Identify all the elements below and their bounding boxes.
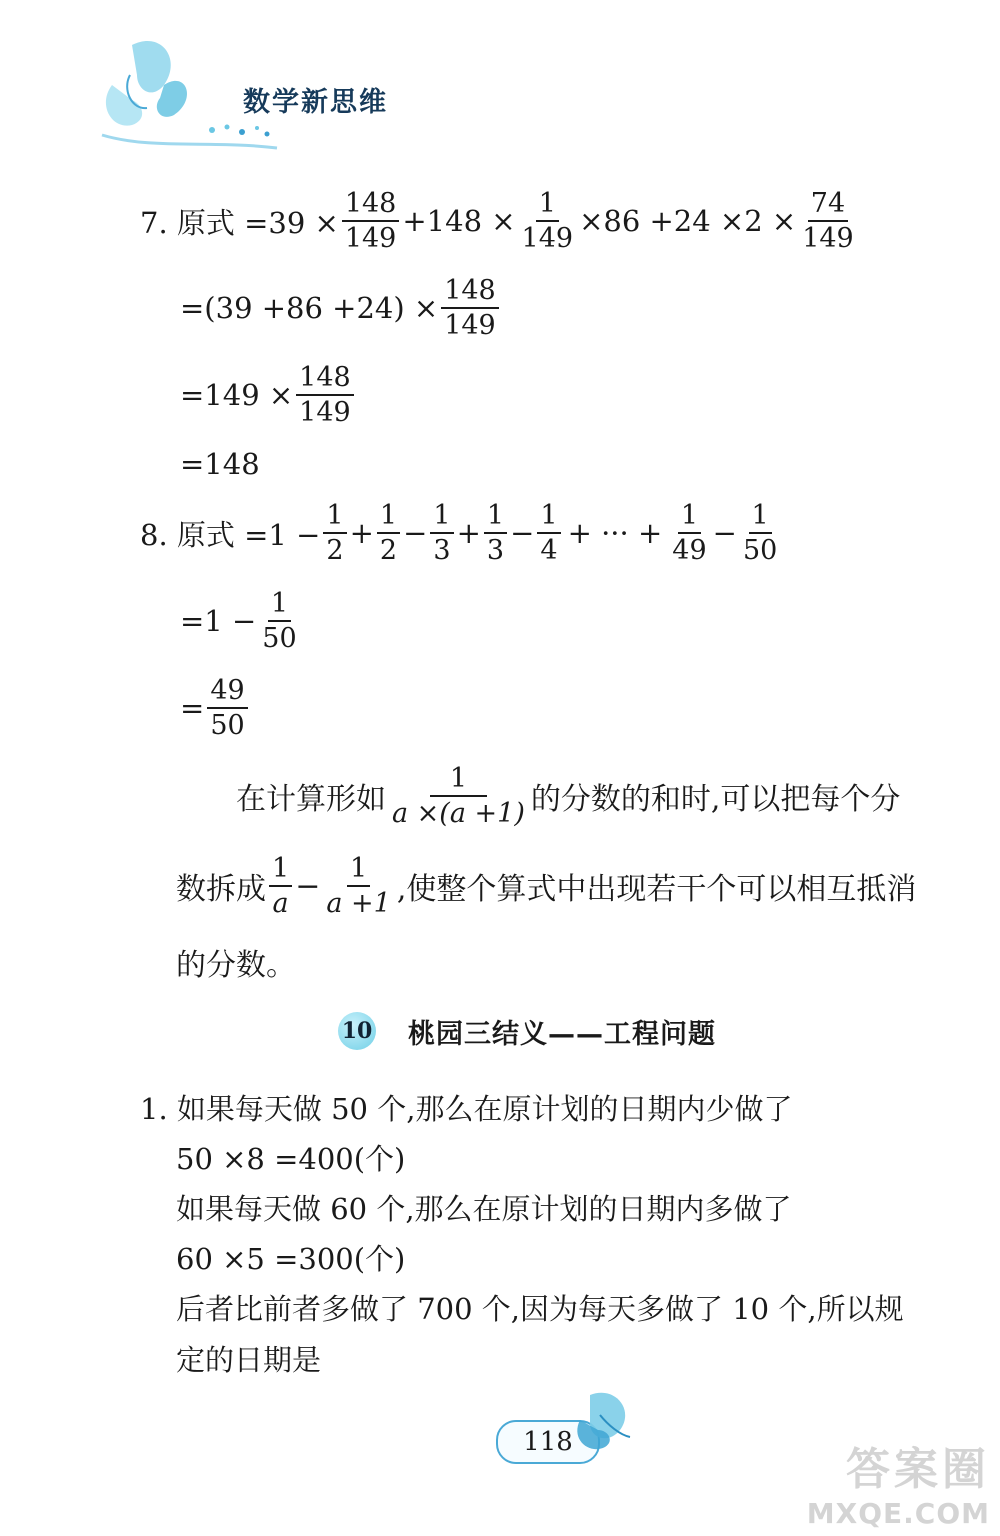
fraction: $\frac{1}{3}$ bbox=[430, 502, 453, 564]
operator-text: + bbox=[349, 516, 374, 550]
problem7-line4 bbox=[180, 447, 260, 481]
watermark-logo-text: 答案圈 bbox=[846, 1444, 990, 1495]
header-title: 数学新思维 bbox=[243, 87, 388, 118]
operator-text: − bbox=[510, 516, 535, 550]
fraction: $\frac{1}{3}$ bbox=[484, 502, 507, 564]
problem1-line: 如果每天做 60 个,那么在原计划的日期内多做了 bbox=[176, 1192, 792, 1226]
problem1-line: 1. 如果每天做 50 个,那么在原计划的日期内少做了 bbox=[140, 1092, 793, 1126]
operator-text: ×86 +24 ×2 × bbox=[579, 204, 797, 238]
problem8-line2 bbox=[180, 590, 303, 652]
problem8-line3 bbox=[180, 677, 251, 739]
problem1-line: 60 ×5 =300(个) bbox=[176, 1242, 406, 1276]
fraction: $\frac{148}{149}$ bbox=[441, 277, 499, 339]
equation-text: =148 bbox=[180, 447, 260, 481]
note-paragraph-line3: 的分数。 bbox=[176, 948, 296, 983]
operator-text: − bbox=[403, 516, 428, 550]
fraction: $\frac{49}{50}$ bbox=[207, 677, 247, 739]
problem7-line3 bbox=[180, 364, 357, 426]
watermark-url: MXQE.COM bbox=[806, 1497, 990, 1530]
fraction: $\frac{1}{149}$ bbox=[521, 188, 574, 254]
equation-text: =(39 +86 +24) × bbox=[180, 291, 439, 325]
section-title: 桃园三结义——工程问题 bbox=[408, 1019, 716, 1050]
note-paragraph-line2: 数拆成 $\frac{1}{a}$ − $\frac{1}{a +1}$ ,使整个算式中出现若干个可以相互抵消 bbox=[176, 853, 917, 919]
operator-text: +148 × bbox=[402, 204, 516, 238]
fraction: $\frac{1}{2}$ bbox=[377, 502, 400, 564]
equation-text: = bbox=[180, 691, 205, 725]
fraction: $\frac{148}{149}$ bbox=[296, 364, 354, 426]
fraction: $\frac{74}{149}$ bbox=[802, 188, 854, 254]
page-number: 118 bbox=[496, 1420, 600, 1464]
problem7-label: 7. 原式 =39 × bbox=[140, 205, 339, 240]
fraction: $\frac{1}{49}$ bbox=[672, 500, 707, 566]
fraction: $\frac{1}{50}$ bbox=[262, 588, 297, 654]
flower-icon bbox=[570, 1385, 640, 1460]
watermark bbox=[807, 1433, 990, 1530]
problem8-line1 bbox=[140, 502, 783, 564]
equation-text: =149 × bbox=[180, 378, 294, 412]
problem1-line: 定的日期是 bbox=[176, 1343, 322, 1377]
ellipsis-text: + ··· + bbox=[567, 516, 663, 550]
fraction: $\frac{1}{2}$ bbox=[323, 502, 346, 564]
problem1-line: 50 ×8 =400(个) bbox=[176, 1142, 406, 1176]
problem7-line1 bbox=[140, 190, 860, 252]
operator-text: − bbox=[712, 516, 737, 550]
fraction: $\frac{1}{a +1}$ bbox=[326, 853, 391, 919]
problem1-line: 后者比前者多做了 700 个,因为每天多做了 10 个,所以规 bbox=[176, 1292, 904, 1326]
problem7-line2 bbox=[180, 277, 502, 339]
fraction: $\frac{1}{50}$ bbox=[742, 500, 778, 566]
problem8-label: 8. 原式 =1 − bbox=[140, 517, 321, 552]
section-number-badge: 10 bbox=[338, 1012, 376, 1050]
fraction: $\frac{1}{a}$ bbox=[269, 855, 292, 917]
fraction: $\frac{148}{149}$ bbox=[342, 190, 400, 252]
fraction: $\frac{1}{a \times(a +1)}$ bbox=[392, 763, 525, 829]
operator-text: + bbox=[456, 516, 481, 550]
equation-text: =1 − bbox=[180, 604, 257, 638]
fraction: $\frac{1}{4}$ bbox=[537, 502, 560, 564]
note-paragraph-line1: 在计算形如 $\frac{1}{a \times(a +1)}$ 的分数的和时,可以把每个分 bbox=[236, 763, 901, 829]
